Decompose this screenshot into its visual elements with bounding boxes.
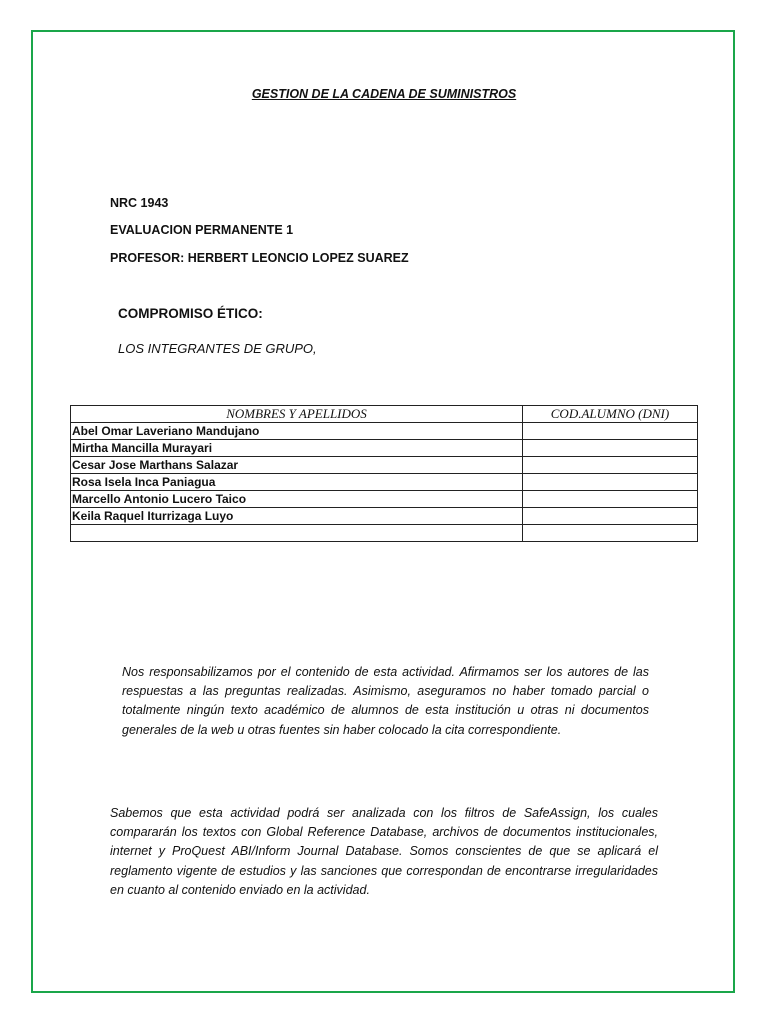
group-intro: LOS INTEGRANTES DE GRUPO, (118, 341, 317, 356)
table-row (71, 491, 698, 508)
evaluation-label: EVALUACION PERMANENTE 1 (110, 223, 294, 237)
member-code-cell (523, 440, 698, 457)
member-name-cell: Abel Omar Laveriano Mandujano (71, 423, 523, 440)
member-name-cell: Mirtha Mancilla Murayari (71, 440, 523, 457)
member-name-cell: Keila Raquel Iturrizaga Luyo (71, 508, 523, 525)
member-code-cell (523, 525, 698, 542)
members-table (70, 405, 698, 542)
member-code-cell (523, 474, 698, 491)
member-code-cell (523, 491, 698, 508)
table-row (71, 423, 698, 440)
column-header-names: NOMBRES Y APELLIDOS (71, 406, 523, 423)
table-row (71, 525, 698, 542)
column-header-code: COD.ALUMNO (DNI) (523, 406, 698, 423)
responsibility-paragraph: Nos responsabilizamos por el contenido de esta actividad. Afirmamos ser los autores de las respuestas a las preguntas realizadas. Asimismo, aseguramos no haber tomado parcial o totalmente ningún texto académico de alumnos de esta institución u otras ni documentos generales de la web u otras fuentes sin haber colocado la cita correspondiente. (122, 665, 649, 737)
table-row (71, 508, 698, 525)
safeassign-paragraph: Sabemos que esta actividad podrá ser analizada con los filtros de SafeAssign, los cuales compararán los textos con Global Reference Database, archivos de documentos institucionales, internet y ProQuest ABI/Inform Journal Database. Somos conscientes de que se aplicará el reglamento vigente de estudios y las sanciones que correspondan de encontrarse irregularidades en cuanto al contenido enviado en la actividad. (110, 806, 658, 897)
table-header-row (71, 406, 698, 423)
table-row (71, 474, 698, 491)
nrc-label: NRC 1943 (110, 196, 169, 210)
table-row (71, 440, 698, 457)
member-name-cell: Rosa Isela Inca Paniagua (71, 474, 523, 491)
member-name-cell: Cesar Jose Marthans Salazar (71, 457, 523, 474)
professor-label: PROFESOR: HERBERT LEONCIO LOPEZ SUAREZ (110, 251, 409, 265)
member-code-cell (523, 457, 698, 474)
member-name-cell: Marcello Antonio Lucero Taico (71, 491, 523, 508)
member-code-cell (523, 423, 698, 440)
member-code-cell (523, 508, 698, 525)
document-title: GESTION DE LA CADENA DE SUMINISTROS (251, 87, 517, 101)
table-row (71, 457, 698, 474)
member-name-cell (71, 525, 523, 542)
ethics-commitment-heading: COMPROMISO ÉTICO: (118, 306, 263, 321)
